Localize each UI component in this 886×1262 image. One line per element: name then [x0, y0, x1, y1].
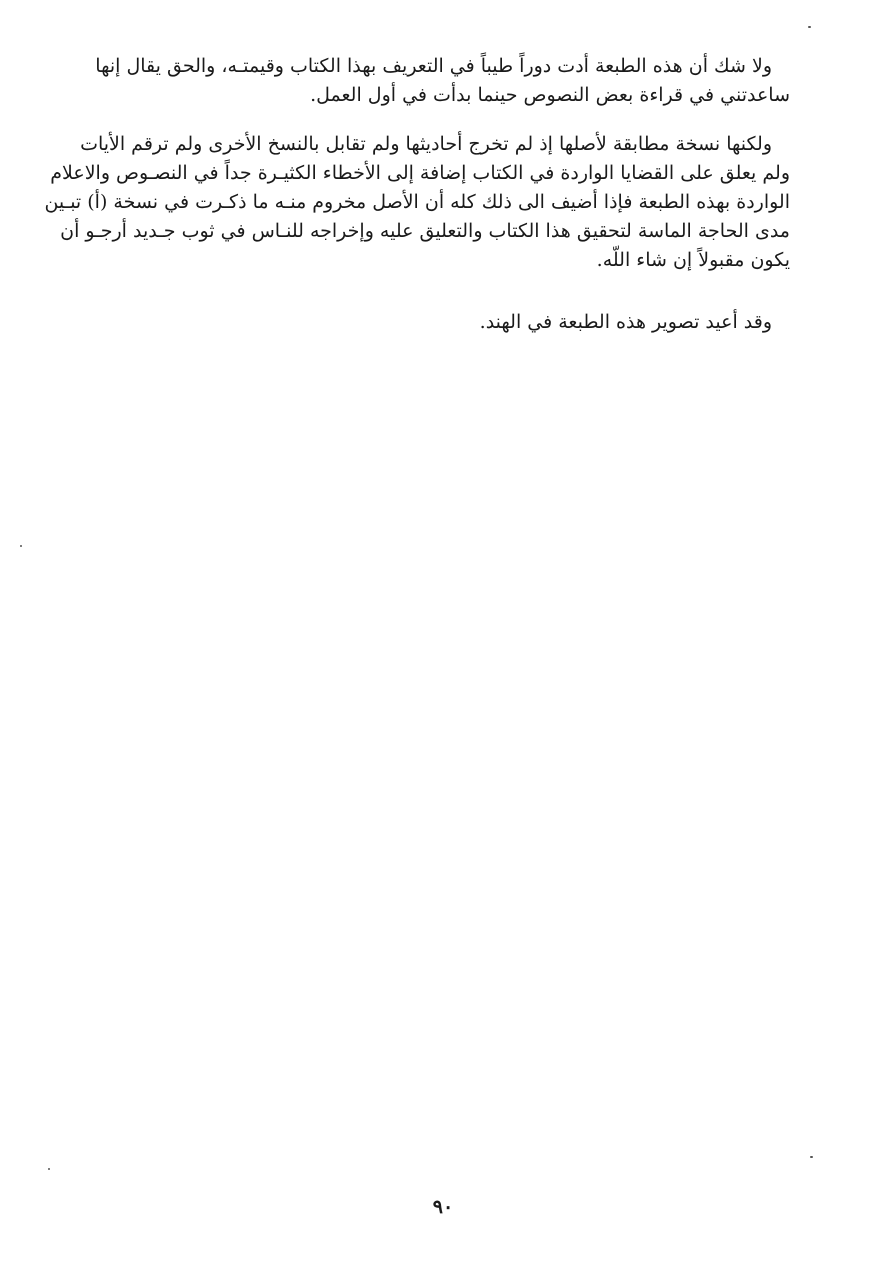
paragraph-2-line-2: ولم يعلق على القضايا الواردة في الكتاب إضافة إلى الأخطاء الكثيـرة جداً في النصـوص والاعلام — [50, 162, 790, 184]
paragraph-2-line-3: الواردة بهذه الطبعة فإذا أضيف الى ذلك كله أن الأصل مخروم منـه ما ذكـرت في نسخة (أ) تبـين — [44, 191, 790, 213]
paragraph-2-line-4: مدى الحاجة الماسة لتحقيق هذا الكتاب والتعليق عليه وإخراجه للنـاس في ثوب جـديد أرجـو أن — [60, 220, 790, 242]
paragraph-2-line-5: يكون مقبولاً إن شاء اللّه. — [596, 249, 790, 271]
page-number: ٩٠ — [432, 1196, 454, 1218]
paragraph-1-line-2: ساعدتني في قراءة بعض النصوص حينما بدأت في أول العمل. — [310, 84, 790, 106]
paragraph-1 — [96, 52, 790, 110]
scan-speck — [808, 26, 811, 28]
paragraph-3 — [96, 308, 790, 337]
scan-speck — [20, 545, 22, 547]
paragraph-1-line-1: ولا شك أن هذه الطبعة أدت دوراً طيباً في التعريف بهذا الكتاب وقيمتـه، والحق يقال إنها — [95, 55, 772, 77]
scan-speck — [810, 1156, 813, 1158]
paragraph-3-line-1: وقد أعيد تصوير هذه الطبعة في الهند. — [479, 311, 772, 333]
scan-speck — [48, 1168, 50, 1170]
paragraph-2 — [44, 130, 790, 275]
paragraph-2-line-1: ولكنها نسخة مطابقة لأصلها إذ لم تخرج أحاديثها ولم تقابل بالنسخ الأخرى ولم ترقم الأيات — [80, 133, 772, 155]
